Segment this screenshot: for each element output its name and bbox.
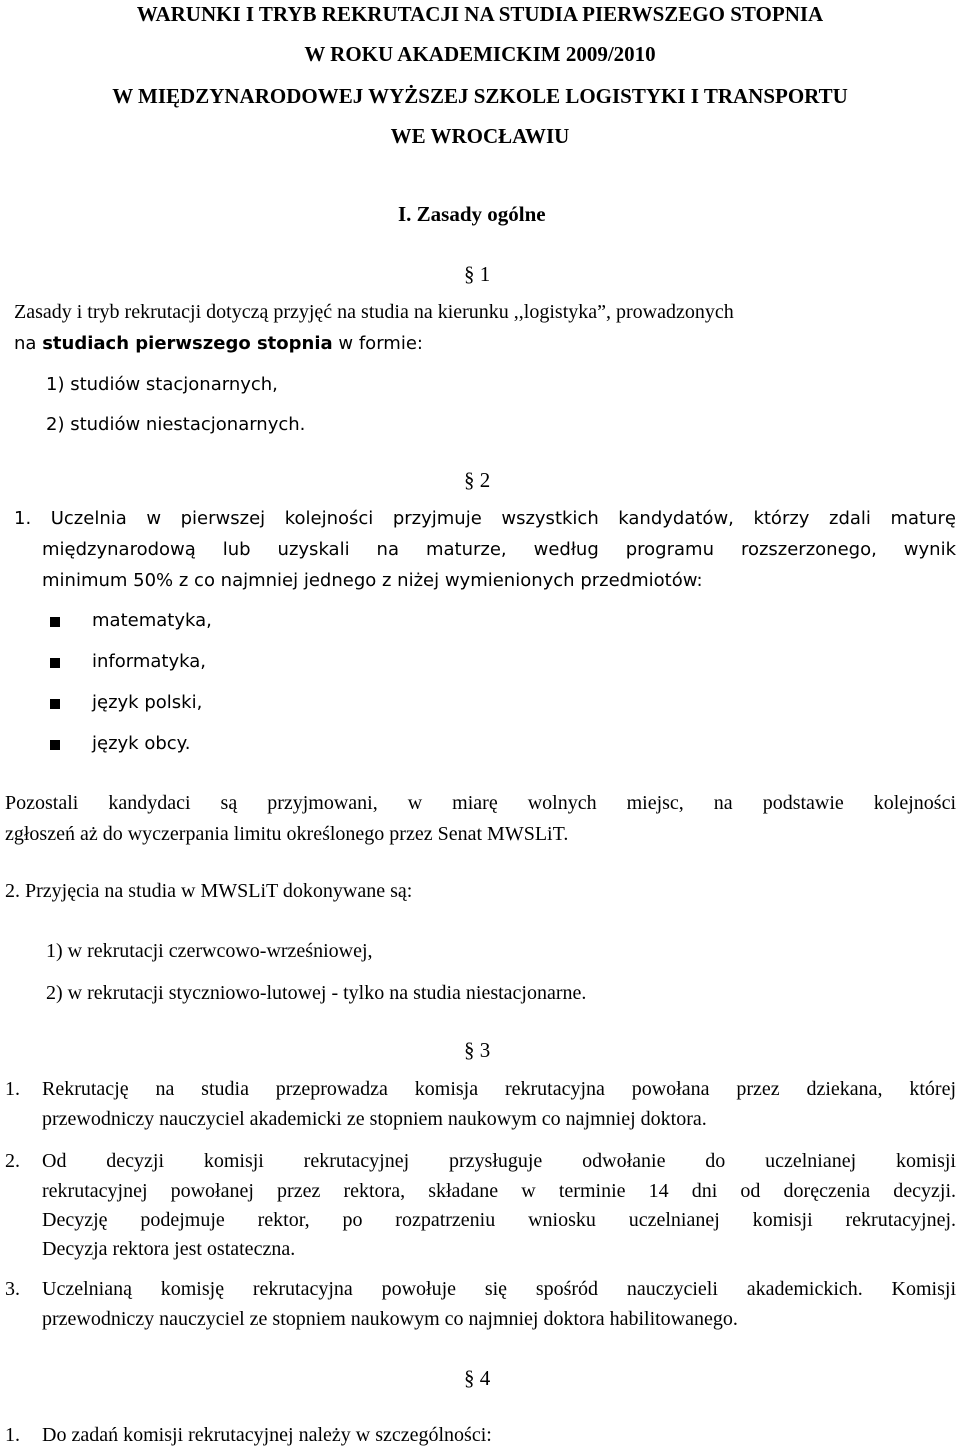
section-1-mark: § 1 [464, 262, 491, 286]
s2-p2-item-1: 1) w rekrutacji czerwcowo-wrześniowej, [46, 940, 373, 962]
subject-item: język polski, [92, 692, 203, 713]
header-line-4: WE WROCŁAWIU [390, 124, 570, 148]
header-line-1: WARUNKI I TRYB REKRUTACJI NA STUDIA PIERWSZEGO STOPNIA [136, 2, 824, 26]
section-3-mark: § 3 [464, 1038, 491, 1062]
chapter-title: I. Zasady ogólne [398, 202, 546, 226]
bullet-icon [50, 699, 60, 709]
header-line-3: W MIĘDZYNARODOWEJ WYŻSZEJ SZKOLE LOGISTYKI I TRANSPORTU [112, 84, 848, 108]
s3-num-3: 3. [5, 1278, 20, 1300]
s2-p2: 2. Przyjęcia na studia w MWSLiT dokonywane są: [5, 880, 413, 902]
s1-line-1: Zasady i tryb rekrutacji dotyczą przyjęć na studia na kierunku ,,logistyka”, prowadzonych [14, 301, 734, 323]
s3-p1-line-1: Rekrutację na studia przeprowadza komisja rekrutacyjna powołana przez dziekana, której [42, 1078, 956, 1100]
s2-rest-line-1: Pozostali kandydaci są przyjmowani, w miarę wolnych miejsc, na podstawie kolejności [5, 792, 956, 814]
s3-p2-line-3: Decyzję podejmuje rektor, po rozpatrzeniu wniosku uczelnianej komisji rekrutacyjnej. [42, 1209, 956, 1231]
subject-item: matematyka, [92, 610, 212, 631]
s3-p2-line-4: Decyzja rektora jest ostateczna. [42, 1238, 296, 1260]
bullet-icon [50, 658, 60, 668]
subject-item: język obcy. [92, 733, 191, 754]
s2-p1-line-1: 1. Uczelnia w pierwszej kolejności przyjmuje wszystkich kandydatów, którzy zdali maturę [14, 508, 956, 529]
s4-p1: Do zadań komisji rekrutacyjnej należy w szczególności: [42, 1424, 492, 1446]
section-2-mark: § 2 [464, 468, 491, 492]
header-line-2: W ROKU AKADEMICKIM 2009/2010 [304, 42, 656, 66]
s1-item-2: 2) studiów niestacjonarnych. [46, 414, 306, 435]
s2-p1-line-3: minimum 50% z co najmniej jednego z niżej wymienionych przedmiotów: [42, 570, 703, 591]
subject-item: informatyka, [92, 651, 206, 672]
bullet-icon [50, 740, 60, 750]
section-4-mark: § 4 [464, 1366, 491, 1390]
s3-num-2: 2. [5, 1150, 20, 1172]
s2-rest-line-2: zgłoszeń aż do wyczerpania limitu określonego przez Senat MWSLiT. [5, 823, 569, 845]
s3-num-1: 1. [5, 1078, 20, 1100]
s1-line-2: na studiach pierwszego stopnia w formie: [14, 333, 423, 354]
s3-p1-line-2: przewodniczy nauczyciel akademicki ze stopniem naukowym co najmniej doktora. [42, 1108, 707, 1130]
s3-p2-line-1: Od decyzji komisji rekrutacyjnej przysługuje odwołanie do uczelnianej komisji [42, 1150, 956, 1172]
s2-p1-line-2: międzynarodową lub uzyskali na maturze, według programu rozszerzonego, wynik [42, 539, 956, 560]
bullet-icon [50, 617, 60, 627]
s3-p3-line-1: Uczelnianą komisję rekrutacyjna powołuje się spośród nauczycieli akademickich. Komisji [42, 1278, 956, 1300]
s2-p2-item-2: 2) w rekrutacji styczniowo-lutowej - tylko na studia niestacjonarne. [46, 982, 587, 1004]
s3-p3-line-2: przewodniczy nauczyciel ze stopniem naukowym co najmniej doktora habilitowanego. [42, 1308, 738, 1330]
s3-p2-line-2: rekrutacyjnej powołanej przez rektora, składane w terminie 14 dni od doręczenia decyzji. [42, 1180, 956, 1202]
s4-num-1: 1. [5, 1424, 20, 1446]
s1-item-1: 1) studiów stacjonarnych, [46, 374, 278, 395]
